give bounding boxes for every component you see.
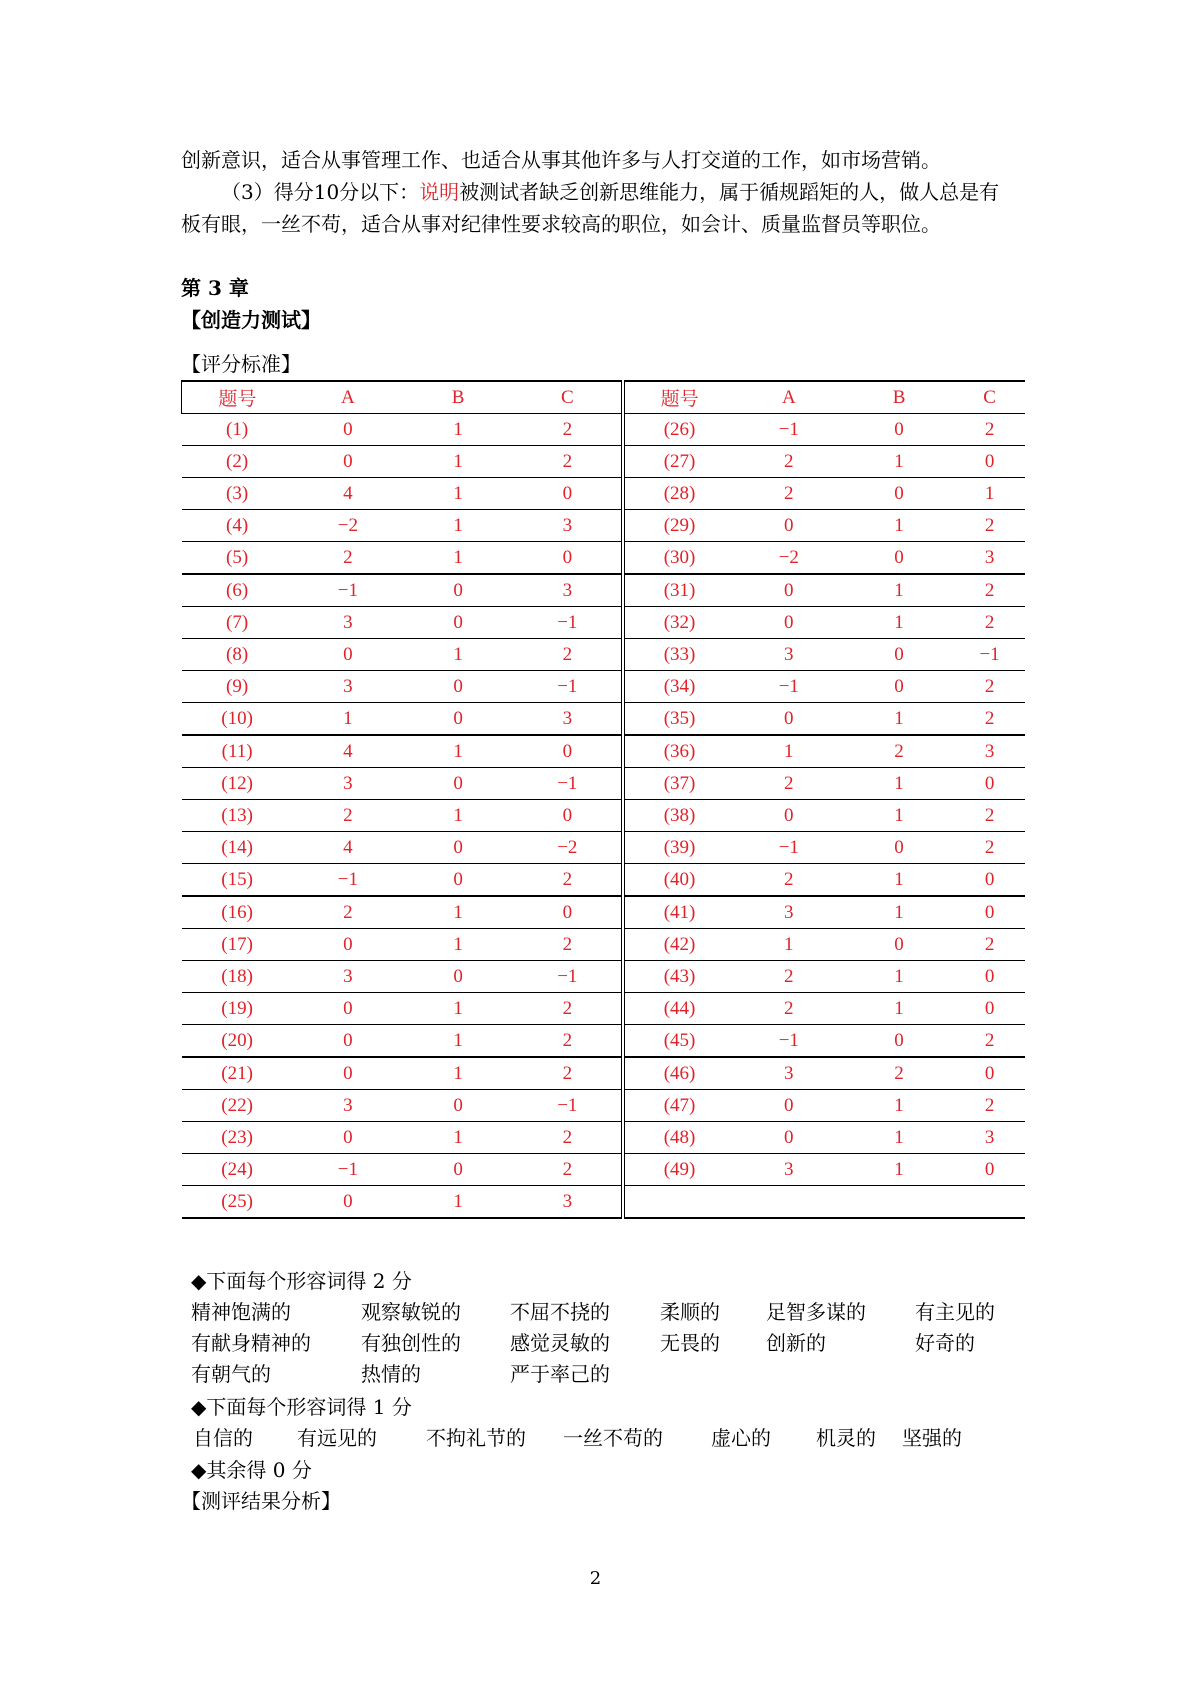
table-cell: (16) <box>182 896 293 929</box>
table-cell: 2 <box>734 478 844 510</box>
table-cell: 0 <box>734 1090 844 1122</box>
table-cell: 0 <box>513 800 623 832</box>
table-header-cell: A <box>293 381 403 414</box>
adjective-word: 观察敏锐的 <box>361 1300 461 1324</box>
table-cell: 2 <box>513 929 623 961</box>
table-cell: 0 <box>954 768 1025 800</box>
intro-line-1: 创新意识，适合从事管理工作、也适合从事其他许多与人打交道的工作，如市场营销。 <box>181 148 941 172</box>
table-cell: (45) <box>623 1025 733 1058</box>
table-cell: 1 <box>844 961 954 993</box>
table-cell: 2 <box>844 1057 954 1090</box>
table-cell: (9) <box>182 671 293 703</box>
table-cell <box>623 1186 733 1219</box>
table-cell: (1) <box>182 414 293 446</box>
adjective-word: 足智多谋的 <box>766 1300 866 1324</box>
table-cell: 0 <box>293 1057 403 1090</box>
table-cell: 0 <box>954 993 1025 1025</box>
table-cell: 2 <box>734 768 844 800</box>
table-cell: 0 <box>954 961 1025 993</box>
table-cell: 2 <box>844 735 954 768</box>
table-cell: 1 <box>844 1090 954 1122</box>
adjective-word: 有朝气的 <box>191 1362 271 1386</box>
table-cell: 0 <box>734 703 844 736</box>
table-cell: 0 <box>403 1090 513 1122</box>
table-cell: 0 <box>954 446 1025 478</box>
table-cell: 4 <box>293 832 403 864</box>
intro-line-2-prefix: （3）得分10分以下： <box>221 180 420 204</box>
table-cell: 0 <box>343 1190 353 1212</box>
table-cell: −1 <box>734 832 844 864</box>
table-cell: (5) <box>182 542 293 575</box>
table-cell: (11) <box>182 735 293 768</box>
table-cell: 0 <box>844 542 954 575</box>
table-cell: 1 <box>734 929 844 961</box>
table-cell: 0 <box>403 607 513 639</box>
table-cell: 2 <box>734 864 844 897</box>
table-cell: (26) <box>623 414 733 446</box>
table-cell: (35) <box>623 703 733 736</box>
table-cell: 2 <box>513 1057 623 1090</box>
intro-line-2-suffix: 被测试者缺乏创新思维能力，属于循规蹈矩的人，做人总是有 <box>459 180 1000 204</box>
table-cell: 1 <box>844 1154 954 1186</box>
table-cell: (13) <box>182 800 293 832</box>
table-cell: 1 <box>403 510 513 542</box>
scoring-table <box>181 380 1025 1219</box>
intro-line-2 <box>221 176 999 208</box>
adjective-word: 一丝不苟的 <box>563 1426 663 1450</box>
table-cell: 3 <box>734 1057 844 1090</box>
adjective-word: 感觉灵敏的 <box>510 1331 610 1355</box>
table-row <box>182 671 1026 703</box>
table-cell: (37) <box>623 768 733 800</box>
table-cell: 1 <box>403 993 513 1025</box>
table-cell: (27) <box>623 446 733 478</box>
adjective-word: 好奇的 <box>915 1331 975 1355</box>
table-cell: 0 <box>844 832 954 864</box>
table-cell <box>954 1186 1025 1219</box>
table-cell <box>734 1186 844 1219</box>
table-cell: 0 <box>403 961 513 993</box>
table-cell: 0 <box>403 574 513 607</box>
table-cell: 3 <box>293 607 403 639</box>
table-cell: 1 <box>403 929 513 961</box>
table-cell: 2 <box>954 607 1025 639</box>
table-cell: 0 <box>403 671 513 703</box>
table-cell: (21) <box>182 1057 293 1090</box>
table-cell: (41) <box>623 896 733 929</box>
table-row <box>182 542 1026 575</box>
section-heading: 【创造力测试】 <box>181 308 321 332</box>
table-cell: 4 <box>293 735 403 768</box>
table-cell: 0 <box>844 639 954 671</box>
table-cell: 3 <box>734 1154 844 1186</box>
table-cell: 1 <box>403 639 513 671</box>
table-cell: 2 <box>954 671 1025 703</box>
table-row <box>182 1090 1026 1122</box>
adjective-word: 坚强的 <box>902 1426 962 1450</box>
table-cell: 0 <box>403 832 513 864</box>
analysis-title: 【测评结果分析】 <box>181 1489 341 1513</box>
table-header-cell: C <box>954 381 1025 414</box>
table-cell: (42) <box>623 929 733 961</box>
table-cell: 2 <box>734 993 844 1025</box>
table-cell: −1 <box>513 1090 623 1122</box>
table-cell: −1 <box>734 671 844 703</box>
table-cell: (3) <box>182 478 293 510</box>
table-cell: 0 <box>293 639 403 671</box>
table-cell: 0 <box>513 896 623 929</box>
table-row <box>182 574 1026 607</box>
table-cell: 3 <box>734 896 844 929</box>
table-cell: 0 <box>954 1154 1025 1186</box>
table-cell: (17) <box>182 929 293 961</box>
table-cell: 0 <box>293 414 403 446</box>
table-cell: 3 <box>293 961 403 993</box>
adjective-word: 创新的 <box>766 1331 826 1355</box>
table-row <box>182 639 1026 671</box>
two-point-heading: ◆下面每个形容词得 2 分 <box>191 1269 412 1293</box>
table-cell: 2 <box>293 896 403 929</box>
table-cell: 0 <box>734 1122 844 1154</box>
table-row <box>182 929 1026 961</box>
table-cell: 0 <box>844 478 954 510</box>
table-cell: 0 <box>403 703 513 736</box>
table-row <box>182 864 1026 897</box>
table-cell: −1 <box>513 961 623 993</box>
table-cell: 3 <box>954 1122 1025 1154</box>
table-cell: 1 <box>844 574 954 607</box>
table-cell: 2 <box>954 574 1025 607</box>
table-cell: (4) <box>182 510 293 542</box>
zero-point-note: ◆其余得 0 分 <box>191 1458 312 1482</box>
table-header-row <box>182 381 1026 414</box>
table-cell: 0 <box>293 1122 403 1154</box>
adjective-word: 有独创性的 <box>361 1331 461 1355</box>
table-row <box>182 1025 1026 1058</box>
table-cell: 1 <box>403 414 513 446</box>
scoring-title: 【评分标准】 <box>181 352 301 376</box>
table-header-cell: B <box>844 381 954 414</box>
table-cell: 2 <box>954 510 1025 542</box>
table-cell: 2 <box>513 1025 623 1058</box>
table-cell: 2 <box>513 446 623 478</box>
table-cell: 1 <box>403 1025 513 1058</box>
table-cell: 2 <box>513 993 623 1025</box>
table-cell: (30) <box>623 542 733 575</box>
table-row <box>182 510 1026 542</box>
table-cell: 0 <box>513 542 623 575</box>
table-cell: 0 <box>954 1057 1025 1090</box>
table-cell: −2 <box>293 510 403 542</box>
table-header-cell: 题号 <box>182 381 293 414</box>
table-cell: 0 <box>293 1025 403 1058</box>
table-cell: 2 <box>513 1122 623 1154</box>
table-cell: 1 <box>403 446 513 478</box>
table-cell: 2 <box>513 414 623 446</box>
table-cell: (20) <box>182 1025 293 1058</box>
table-cell: 0 <box>403 768 513 800</box>
table-cell: 1 <box>403 800 513 832</box>
table-row <box>182 961 1026 993</box>
table-cell: 2 <box>954 414 1025 446</box>
table-header-cell: C <box>513 381 623 414</box>
table-row <box>182 832 1026 864</box>
table-cell: −1 <box>513 671 623 703</box>
adjective-word: 不拘礼节的 <box>426 1426 526 1450</box>
table-row <box>182 993 1026 1025</box>
table-cell: 0 <box>734 574 844 607</box>
table-cell: 2 <box>954 800 1025 832</box>
table-cell: 2 <box>293 542 403 575</box>
table-cell: (39) <box>623 832 733 864</box>
adjective-word: 有远见的 <box>297 1426 377 1450</box>
table-header-cell: 题号 <box>623 381 733 414</box>
table-cell: 3 <box>293 768 403 800</box>
table-cell: 0 <box>734 607 844 639</box>
table-cell: 2 <box>954 1090 1025 1122</box>
table-cell: (47) <box>623 1090 733 1122</box>
adjective-word: 热情的 <box>361 1362 421 1386</box>
table-cell: 3 <box>954 735 1025 768</box>
table-cell: −1 <box>734 414 844 446</box>
table-row <box>182 446 1026 478</box>
table-cell: (40) <box>623 864 733 897</box>
table-cell: 1 <box>403 735 513 768</box>
table-row <box>182 478 1026 510</box>
table-header-cell: A <box>734 381 844 414</box>
table-cell: 2 <box>513 1154 623 1186</box>
table-row <box>182 896 1026 929</box>
table-cell: (6) <box>182 574 293 607</box>
table-cell: 0 <box>844 1025 954 1058</box>
adjective-word: 自信的 <box>193 1426 253 1450</box>
table-cell: 1 <box>844 607 954 639</box>
table-cell: 2 <box>954 703 1025 736</box>
one-point-heading: ◆下面每个形容词得 1 分 <box>191 1395 412 1419</box>
table-cell: −1 <box>293 864 403 897</box>
table-cell: (23) <box>182 1122 293 1154</box>
adjective-word: 机灵的 <box>816 1426 876 1450</box>
table-cell: 0 <box>734 510 844 542</box>
table-cell: (48) <box>623 1122 733 1154</box>
table-cell: −2 <box>734 542 844 575</box>
table-cell: (38) <box>623 800 733 832</box>
table-cell: 1 <box>844 703 954 736</box>
table-cell: 1 <box>844 768 954 800</box>
table-row <box>182 1122 1026 1154</box>
table-cell: (25) <box>221 1190 253 1212</box>
table-row <box>182 768 1026 800</box>
table-cell: 1 <box>844 1122 954 1154</box>
chapter-heading: 第 3 章 <box>181 276 249 300</box>
table-header-cell: B <box>403 381 513 414</box>
table-cell: (19) <box>182 993 293 1025</box>
table-cell: 2 <box>513 639 623 671</box>
table-cell: (33) <box>623 639 733 671</box>
table-cell: 0 <box>293 446 403 478</box>
table-cell: 2 <box>734 446 844 478</box>
table-cell: (49) <box>623 1154 733 1186</box>
table-cell: 3 <box>513 510 623 542</box>
table-cell: −1 <box>513 768 623 800</box>
table-cell: 3 <box>954 542 1025 575</box>
table-cell: 0 <box>403 1154 513 1186</box>
table-cell: −2 <box>513 832 623 864</box>
table-cell: 0 <box>513 735 623 768</box>
table-row <box>182 1154 1026 1186</box>
adjective-word: 精神饱满的 <box>191 1300 291 1324</box>
table-cell: 0 <box>954 864 1025 897</box>
table-cell: 3 <box>734 639 844 671</box>
table-cell: 3 <box>513 703 623 736</box>
table-cell: 3 <box>513 1186 623 1219</box>
intro-line-3: 板有眼，一丝不苟，适合从事对纪律性要求较高的职位，如会计、质量监督员等职位。 <box>181 212 941 236</box>
table-cell: 1 <box>403 478 513 510</box>
table-cell: (14) <box>182 832 293 864</box>
adjective-word: 柔顺的 <box>660 1300 720 1324</box>
table-cell: 3 <box>293 1090 403 1122</box>
table-cell: (28) <box>623 478 733 510</box>
table-cell: 0 <box>734 800 844 832</box>
table-cell: 1 <box>844 510 954 542</box>
table-cell: 1 <box>403 1122 513 1154</box>
table-cell: 2 <box>954 929 1025 961</box>
table-row <box>182 800 1026 832</box>
table-cell: −1 <box>954 639 1025 671</box>
table-cell: (34) <box>623 671 733 703</box>
adjective-word: 不屈不挠的 <box>510 1300 610 1324</box>
table-cell: 3 <box>293 671 403 703</box>
table-cell: (44) <box>623 993 733 1025</box>
table-cell: 1 <box>403 896 513 929</box>
table-cell: 0 <box>844 414 954 446</box>
table-cell: 0 <box>403 864 513 897</box>
table-row <box>182 703 1026 736</box>
table-cell: (46) <box>623 1057 733 1090</box>
table-row <box>182 735 1026 768</box>
table-cell: 2 <box>954 832 1025 864</box>
table-cell <box>844 1186 954 1219</box>
table-cell: 2 <box>734 961 844 993</box>
adjective-word: 有主见的 <box>915 1300 995 1324</box>
table-cell: (31) <box>623 574 733 607</box>
table-cell: 2 <box>293 800 403 832</box>
table-cell: (12) <box>182 768 293 800</box>
table-cell: 0 <box>293 929 403 961</box>
table-cell: −1 <box>293 1154 403 1186</box>
table-cell: (43) <box>623 961 733 993</box>
table-cell: (29) <box>623 510 733 542</box>
adjective-word: 虚心的 <box>711 1426 771 1450</box>
table-cell: (18) <box>182 961 293 993</box>
table-cell: 4 <box>293 478 403 510</box>
adjective-word: 有献身精神的 <box>191 1331 311 1355</box>
table-cell: 1 <box>403 542 513 575</box>
table-cell: (22) <box>182 1090 293 1122</box>
table-cell: 0 <box>844 929 954 961</box>
table-cell: (2) <box>182 446 293 478</box>
adjective-word: 无畏的 <box>660 1331 720 1355</box>
table-cell: 1 <box>954 478 1025 510</box>
table-row <box>182 607 1026 639</box>
table-cell: 0 <box>293 993 403 1025</box>
table-cell: (24) <box>182 1154 293 1186</box>
table-cell: 1 <box>734 735 844 768</box>
table-row <box>182 1057 1026 1090</box>
table-row <box>182 414 1026 446</box>
table-cell: 0 <box>513 478 623 510</box>
table-cell: 0 <box>844 671 954 703</box>
table-cell: 0 <box>954 896 1025 929</box>
table-cell: −1 <box>734 1025 844 1058</box>
table-cell: (32) <box>623 607 733 639</box>
table-cell: 2 <box>954 1025 1025 1058</box>
table-cell: −1 <box>293 574 403 607</box>
table-cell: (15) <box>182 864 293 897</box>
table-cell: 1 <box>844 864 954 897</box>
table-cell: −1 <box>513 607 623 639</box>
page-number: 2 <box>589 1568 602 1589</box>
table-cell: (36) <box>623 735 733 768</box>
adjective-word: 严于率己的 <box>510 1362 610 1386</box>
table-cell: 1 <box>293 703 403 736</box>
table-cell: 1 <box>844 896 954 929</box>
table-cell: (8) <box>182 639 293 671</box>
table-cell: 2 <box>513 864 623 897</box>
table-cell: (10) <box>182 703 293 736</box>
table-cell: 1 <box>453 1190 463 1212</box>
table-row <box>182 1186 1026 1219</box>
table-cell: 1 <box>844 446 954 478</box>
table-cell: 1 <box>844 800 954 832</box>
intro-line-2-red: 说明 <box>419 180 460 204</box>
table-cell: 1 <box>403 1057 513 1090</box>
table-cell: 3 <box>513 574 623 607</box>
table-cell: (7) <box>182 607 293 639</box>
table-cell: 1 <box>844 993 954 1025</box>
